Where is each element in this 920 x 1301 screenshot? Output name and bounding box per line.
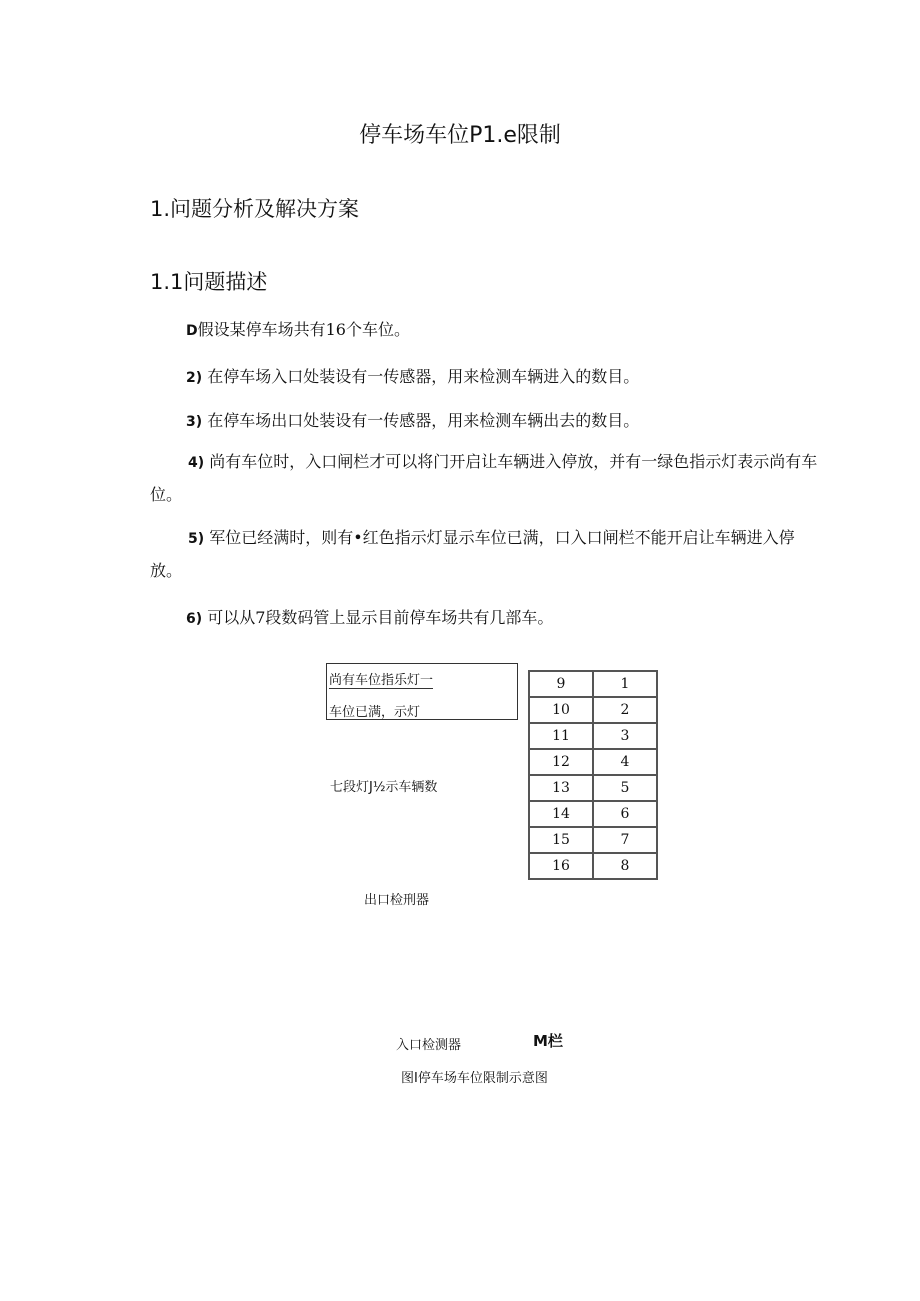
grid-row — [529, 749, 657, 775]
list-item — [186, 317, 410, 340]
gate-label: M栏 — [533, 1032, 563, 1050]
parking-space-cell: 14 — [529, 801, 593, 827]
list-item — [150, 446, 822, 511]
parking-space-cell: 13 — [529, 775, 593, 801]
list-item-text: 军位已经满时，则有•红色指示灯显示车位已满，口入口闸栏不能开启让车辆进入停放。 — [150, 528, 795, 580]
parking-space-cell: 2 — [593, 697, 657, 723]
list-item-number: 4) — [188, 455, 205, 471]
exit-sensor-label: 出口检刑器 — [364, 893, 430, 908]
grid-row — [529, 697, 657, 723]
parking-space-cell: 3 — [593, 723, 657, 749]
list-item-number: 6) — [186, 611, 203, 627]
parking-space-cell: 10 — [529, 697, 593, 723]
parking-space-cell: 7 — [593, 827, 657, 853]
parking-space-cell: 16 — [529, 853, 593, 879]
list-item-text: 假设某停车场共有16个车位。 — [197, 320, 410, 339]
legend-green-indicator: 尚有车位指乐灯一 — [329, 669, 433, 689]
parking-space-cell: 11 — [529, 723, 593, 749]
list-item — [150, 522, 822, 587]
parking-space-cell: 15 — [529, 827, 593, 853]
list-item — [186, 408, 639, 431]
list-item-number: D — [186, 323, 198, 339]
list-item-number: 5) — [188, 531, 205, 547]
figure-caption: 图I停车场车位限制示意图 — [401, 1071, 548, 1086]
parking-space-cell: 12 — [529, 749, 593, 775]
document-title: 停车场车位P1.e限制 — [359, 123, 561, 148]
grid-row — [529, 723, 657, 749]
list-item-text: 尚有车位时，入口闸栏才可以将门开启让车辆进入停放，并有一绿色指示灯表示尚有车位。 — [150, 452, 818, 504]
list-item — [186, 364, 639, 387]
parking-space-grid — [528, 670, 658, 880]
seven-segment-label: 七段灯J½示车辆数 — [330, 780, 438, 795]
entry-sensor-label: 入口检测器 — [396, 1038, 462, 1053]
parking-space-cell: 9 — [529, 671, 593, 697]
section-heading-1-1: 1.1问题描述 — [150, 270, 268, 294]
legend-red-indicator: 车位已满，示灯 — [329, 705, 421, 720]
list-item-number: 3) — [186, 414, 203, 430]
parking-space-cell: 8 — [593, 853, 657, 879]
grid-row — [529, 801, 657, 827]
grid-row — [529, 827, 657, 853]
parking-space-cell: 5 — [593, 775, 657, 801]
grid-row — [529, 671, 657, 697]
list-item-text: 在停车场出口处装设有一传感器，用来检测车辆出去的数目。 — [207, 411, 640, 430]
list-item-number: 2) — [186, 370, 203, 386]
list-item-text: 可以从7段数码管上显示目前停车场共有几部车。 — [207, 608, 554, 627]
section-heading-1: 1.问题分析及解决方案 — [150, 197, 360, 221]
grid-row — [529, 853, 657, 879]
parking-space-cell: 4 — [593, 749, 657, 775]
list-item-text: 在停车场入口处装设有一传感器，用来检测车辆进入的数目。 — [207, 367, 640, 386]
parking-space-cell: 6 — [593, 801, 657, 827]
parking-space-cell: 1 — [593, 671, 657, 697]
grid-row — [529, 775, 657, 801]
list-item — [186, 605, 553, 628]
